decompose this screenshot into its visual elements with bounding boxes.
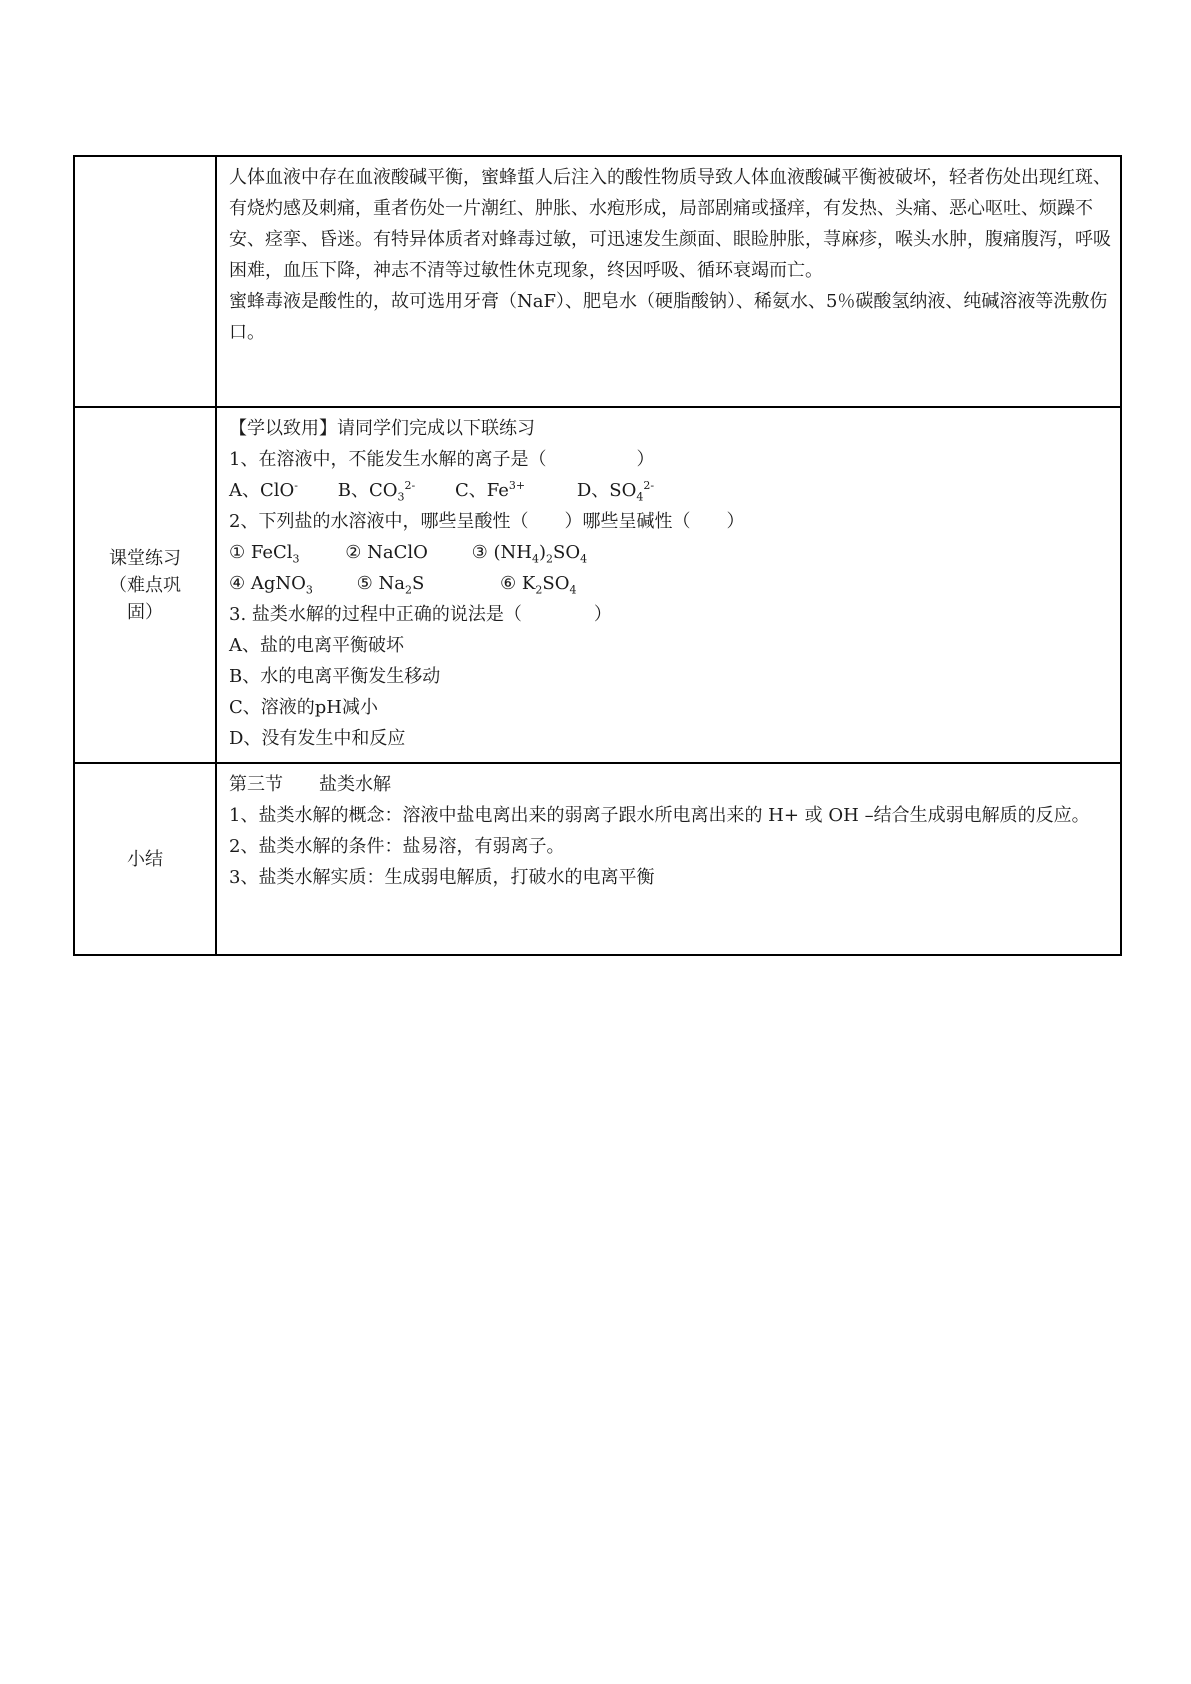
question-2: 2、下列盐的水溶液中，哪些呈酸性（ ）哪些呈碱性（ ） bbox=[229, 511, 745, 532]
practice-label bbox=[74, 407, 216, 763]
practice-intro: 【学以致用】请同学们完成以下联练习 bbox=[229, 418, 535, 439]
summary-label: 小结 bbox=[74, 763, 216, 955]
question-3-option-b: B、水的电离平衡发生移动 bbox=[229, 666, 441, 687]
salt-option-1: ① FeCl$_3$ bbox=[229, 542, 300, 566]
practice-label-line2: （难点巩 bbox=[109, 574, 181, 596]
summary-item-1: 1、盐类水解的概念：溶液中盐电离出来的弱离子跟水所电离出来的 H+ 或 OH –结合生成弱电解质的反应。 bbox=[229, 805, 1090, 826]
treatment-paragraph: 蜜蜂毒液是酸性的，故可选用牙膏（NaF）、肥皂水（硬脂酸钠）、稀氨水、5％碳酸氢纳液、纯碱溶液等洗敷伤口。 bbox=[229, 291, 1108, 343]
salt-option-6: ⑥ $K_2SO_4$ bbox=[500, 573, 577, 597]
option-a: A、ClO- bbox=[229, 479, 299, 501]
practice-label-line1: 课堂练习 bbox=[109, 547, 181, 569]
option-b: B、$CO_3^{2-}$ bbox=[337, 479, 416, 504]
summary-item-2: 2、盐类水解的条件：盐易溶，有弱离子。 bbox=[229, 836, 565, 857]
question-3: 3. 盐类水解的过程中正确的说法是（ ） bbox=[229, 604, 612, 625]
table-row bbox=[74, 156, 1121, 407]
question-1: 1、在溶液中，不能发生水解的离子是（ ） bbox=[229, 449, 655, 470]
question-3-option-c: C、溶液的pH减小 bbox=[229, 697, 378, 718]
reading-cell bbox=[216, 156, 1121, 407]
practice-cell bbox=[216, 407, 1121, 763]
question-3-option-a: A、盐的电离平衡破坏 bbox=[229, 635, 404, 656]
salt-option-4: ④ AgNO$_3$ bbox=[229, 573, 313, 597]
summary-item-3: 3、盐类水解实质：生成弱电解质，打破水的电离平衡 bbox=[229, 867, 655, 888]
summary-cell bbox=[216, 763, 1121, 955]
summary-heading: 第三节 盐类水解 bbox=[229, 774, 391, 795]
question-3-option-d: D、没有发生中和反应 bbox=[229, 728, 406, 749]
lesson-table bbox=[73, 155, 1122, 956]
bee-sting-paragraph: 人体血液中存在血液酸碱平衡，蜜蜂蜇人后注入的酸性物质导致人体血液酸碱平衡被破坏，轻者伤处出现红斑、有烧灼感及刺痛，重者伤处一片潮红、肿胀、水疱形成，局部剧痛或搔痒，有发热、头痛、恶心呕吐、烦躁不安、痉挛、昏迷。有特异体质者对蜂毒过敏，可迅速发生颜面、眼睑肿胀，荨麻疹，喉头水肿，腹痛腹泻，呼吸困难，血压下降，神志不清等过敏性休克现象，终因呼吸、循环衰竭而亡。 bbox=[229, 167, 1111, 281]
option-c: C、$Fe^{3+}$ bbox=[454, 479, 526, 501]
option-d: D、$SO_4^{2-}$ bbox=[576, 479, 655, 504]
salt-option-5: ⑤ $Na_2S$ bbox=[356, 573, 425, 597]
practice-label-line3: 固） bbox=[127, 601, 163, 623]
question-2-options-line2 bbox=[229, 568, 1112, 599]
salt-option-3: ③ $(NH_4)_2SO_4$ bbox=[471, 542, 588, 566]
table-row bbox=[74, 763, 1121, 955]
table-row bbox=[74, 407, 1121, 763]
question-2-options-line1 bbox=[229, 537, 1112, 568]
question-1-options bbox=[229, 475, 1112, 506]
row-label-empty bbox=[74, 156, 216, 407]
salt-option-2: ② NaClO bbox=[345, 542, 428, 563]
